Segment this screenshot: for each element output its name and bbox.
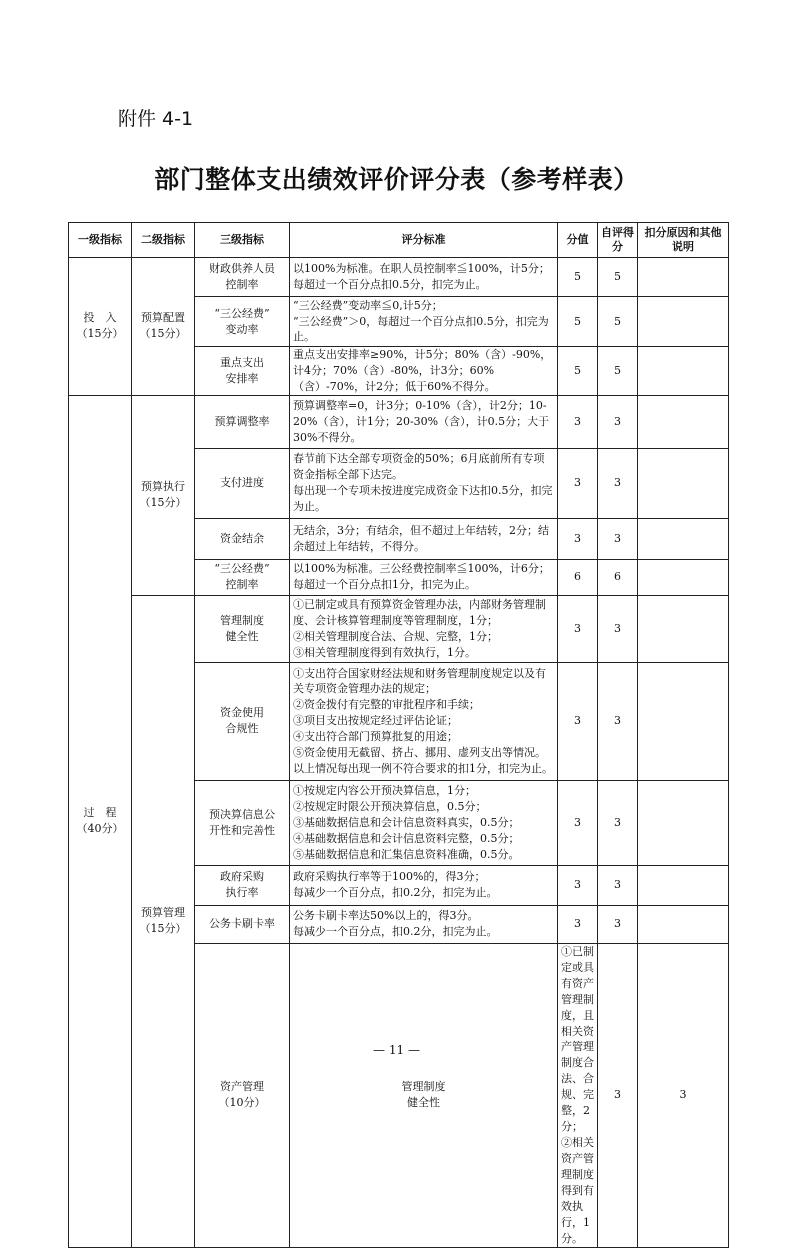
- score-cell: 5: [558, 297, 598, 347]
- note-cell: [638, 905, 729, 943]
- note-cell: [638, 595, 729, 662]
- self-score-cell: 5: [598, 258, 638, 297]
- level3-cell: 资金使用 合规性: [195, 662, 290, 780]
- score-cell: 3: [558, 395, 598, 448]
- note-cell: [638, 347, 729, 396]
- level3-cell: 预算调整率: [195, 395, 290, 448]
- header-score: 分值: [558, 223, 598, 258]
- level3-cell: 支付进度: [195, 448, 290, 518]
- criteria-cell: “三公经费”变动率≦0,计5分； “三公经费”＞0，每超过一个百分点扣0.5分，扣完为止。: [290, 297, 558, 347]
- level3-cell: “三公经费” 变动率: [195, 297, 290, 347]
- self-score-cell: 3: [598, 395, 638, 448]
- level2-budget-config: 预算配置 （15分）: [132, 258, 195, 396]
- score-cell: 6: [558, 559, 598, 595]
- self-score-cell: 3: [598, 905, 638, 943]
- table-row: [69, 595, 729, 662]
- page-number: — 11 —: [373, 1043, 420, 1057]
- criteria-cell: 无结余，3分；有结余，但不超过上年结转，2分；结余超过上年结转，不得分。: [290, 518, 558, 559]
- note-cell: [638, 780, 729, 865]
- score-cell: 3: [558, 905, 598, 943]
- criteria-cell: 以100%为标准。三公经费控制率≦100%，计6分； 每超过一个百分点扣1分，扣完为止。: [290, 559, 558, 595]
- score-cell: 3: [558, 518, 598, 559]
- note-cell: [638, 865, 729, 905]
- criteria-cell: 预算调整率=0，计3分；0-10%（含），计2分；10-20%（含），计1分；20-30%（含），计0.5分；大于30%不得分。: [290, 395, 558, 448]
- self-score-cell: 5: [598, 297, 638, 347]
- score-cell: 3: [558, 595, 598, 662]
- criteria-cell: ①已制定或具有资产管理制度，且相关资产管理制度合法、合规、完整，2分； ②相关资产管理制度得到有效执行，1分。: [558, 943, 598, 1247]
- level3-cell: 预决算信息公 开性和完善性: [195, 780, 290, 865]
- page-title: 部门整体支出绩效评价评分表（参考样表）: [154, 165, 639, 194]
- self-score-cell: 3: [598, 780, 638, 865]
- self-score-cell: 6: [598, 559, 638, 595]
- table-header-row: [69, 223, 729, 258]
- self-score-cell: 3: [598, 865, 638, 905]
- score-cell: 3: [558, 662, 598, 780]
- criteria-cell: ①已制定或具有预算资金管理办法，内部财务管理制度、会计核算管理制度等管理制度，1分； ②相关管理制度合法、合规、完整，1分； ③相关管理制度得到有效执行，1分。: [290, 595, 558, 662]
- criteria-cell: 重点支出安排率≥90%，计5分；80%（含）-90%，计4分；70%（含）-80%，计3分；60%（含）-70%，计2分；低于60%不得分。: [290, 347, 558, 396]
- table-row: [69, 395, 729, 448]
- note-cell: [638, 559, 729, 595]
- self-score-cell: 3: [598, 595, 638, 662]
- header-note: 扣分原因和其他说明: [638, 223, 729, 258]
- criteria-cell: 以100%为标准。在职人员控制率≦100%，计5分； 每超过一个百分点扣0.5分，扣完为止。: [290, 258, 558, 297]
- level2-budget-exec: 预算执行 （15分）: [132, 395, 195, 595]
- score-table: [68, 222, 729, 1248]
- level1-input: 投 入 （15分）: [69, 258, 132, 396]
- score-cell: 3: [558, 865, 598, 905]
- level3-cell: 财政供养人员 控制率: [195, 258, 290, 297]
- criteria-cell: ①按规定内容公开预决算信息，1分； ②按规定时限公开预决算信息，0.5分； ③基础数据信息和会计信息资料真实，0.5分； ④基础数据信息和会计信息资料完整，0.5分； ⑤基础数据信息和汇集信息资料准确，0.5分。: [290, 780, 558, 865]
- self-score-cell: 3: [638, 943, 729, 1247]
- attachment-label: 附件 4-1: [118, 108, 194, 130]
- header-self-score: 自评得分: [598, 223, 638, 258]
- level2-asset-mgmt: 资产管理 （10分）: [195, 943, 290, 1247]
- score-cell: 3: [558, 780, 598, 865]
- self-score-cell: 5: [598, 347, 638, 396]
- note-cell: [638, 395, 729, 448]
- criteria-cell: 政府采购执行率等于100%的，得3分； 每减少一个百分点，扣0.2分，扣完为止。: [290, 865, 558, 905]
- header-level2: 二级指标: [132, 223, 195, 258]
- level3-cell: 管理制度 健全性: [290, 943, 558, 1247]
- header-criteria: 评分标准: [290, 223, 558, 258]
- note-cell: [638, 662, 729, 780]
- level1-process: 过 程 （40分）: [69, 395, 132, 1247]
- self-score-cell: 3: [598, 518, 638, 559]
- level3-cell: 重点支出 安排率: [195, 347, 290, 396]
- score-cell: 3: [598, 943, 638, 1247]
- score-cell: 5: [558, 258, 598, 297]
- criteria-cell: 公务卡刷卡率达50%以上的，得3分。 每减少一个百分点，扣0.2分，扣完为止。: [290, 905, 558, 943]
- criteria-cell: ①支出符合国家财经法规和财务管理制度规定以及有关专项资金管理办法的规定； ②资金拨付有完整的审批程序和手续； ③项目支出按规定经过评估论证； ④支出符合部门预算批复的用途； ⑤资金使用无截留、挤占、挪用、虚列支出等情况。 以上情况每出现一例不符合要求的扣1分，扣完为止。: [290, 662, 558, 780]
- score-cell: 3: [558, 448, 598, 518]
- header-level3: 三级指标: [195, 223, 290, 258]
- self-score-cell: 3: [598, 448, 638, 518]
- criteria-cell: 春节前下达全部专项资金的50%；6月底前所有专项资金指标全部下达完。 每出现一个专项未按进度完成资金下达扣0.5分，扣完为止。: [290, 448, 558, 518]
- level3-cell: 管理制度 健全性: [195, 595, 290, 662]
- level3-cell: “三公经费” 控制率: [195, 559, 290, 595]
- level3-cell: 公务卡刷卡率: [195, 905, 290, 943]
- level3-cell: 政府采购 执行率: [195, 865, 290, 905]
- level2-budget-mgmt: 预算管理 （15分）: [132, 595, 195, 1247]
- note-cell: [638, 448, 729, 518]
- note-cell: [638, 258, 729, 297]
- note-cell: [638, 518, 729, 559]
- header-level1: 一级指标: [69, 223, 132, 258]
- self-score-cell: 3: [598, 662, 638, 780]
- score-cell: 5: [558, 347, 598, 396]
- note-cell: [638, 297, 729, 347]
- table-row: [69, 258, 729, 297]
- level3-cell: 资金结余: [195, 518, 290, 559]
